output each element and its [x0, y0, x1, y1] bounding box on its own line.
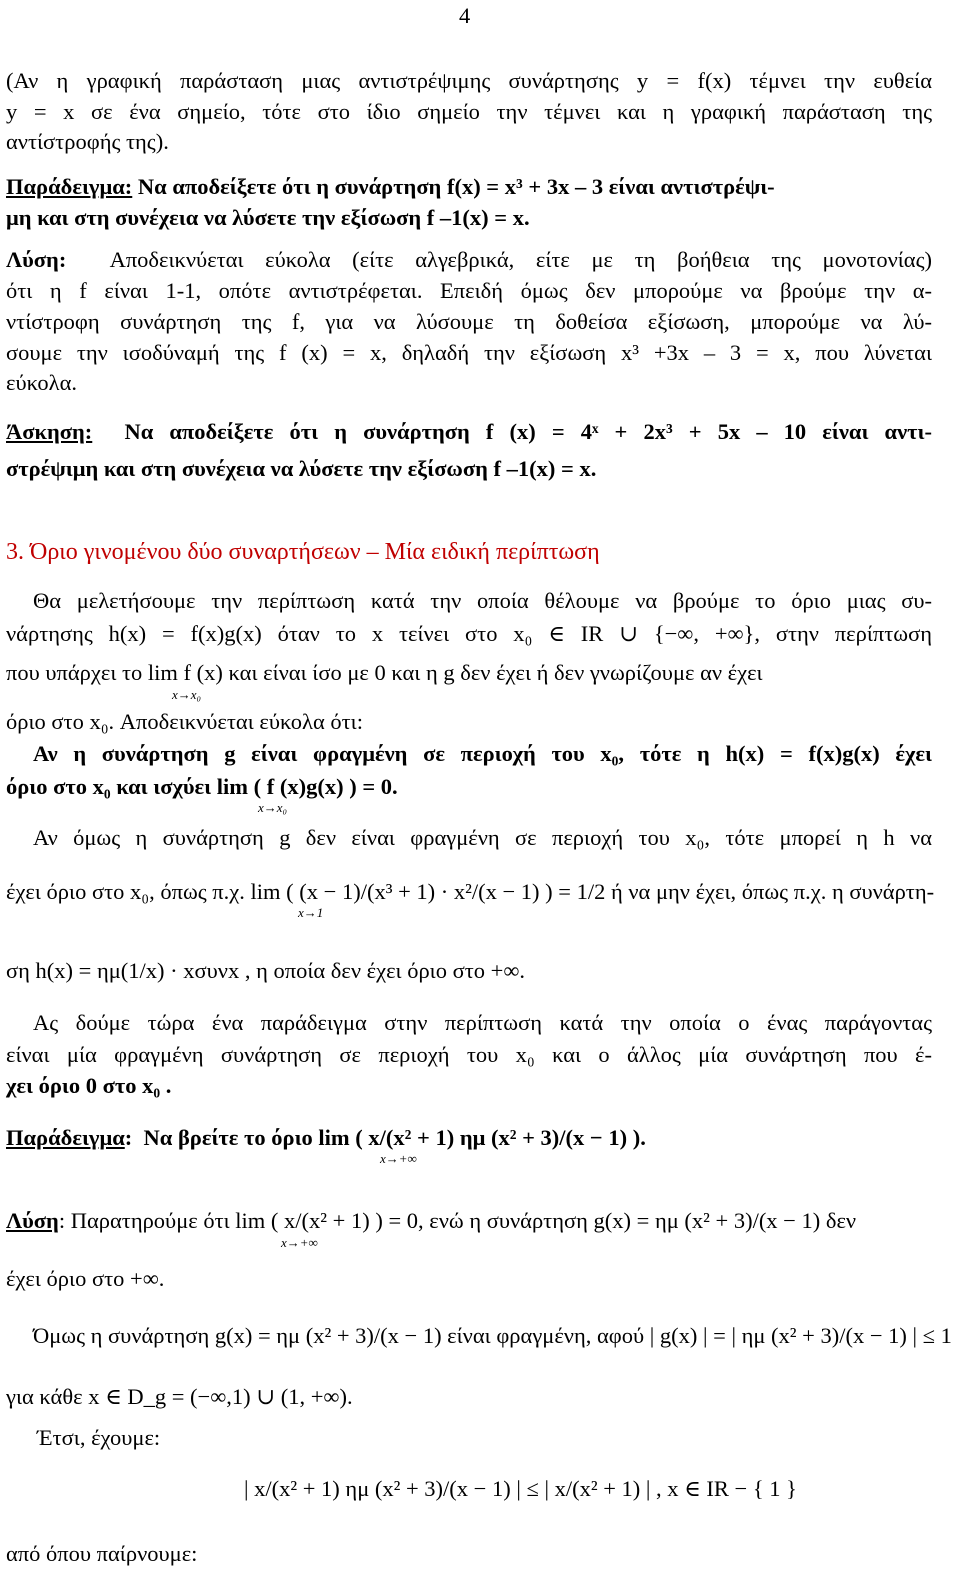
page-number: 4	[459, 3, 471, 28]
inequality-line: | x/(x² + 1) ημ (x² + 3)/(x − 1) | ≤ | x/(x² + 1) | , x ∈ IR − { 1 }	[244, 1476, 797, 1501]
solution-2-line-4: για κάθε x ∈ D_g = (−∞,1) ∪ (1, +∞).	[6, 1384, 353, 1409]
body-p3-line-1: Ας δούμε τώρα ένα παράδειγμα στην περίπτωση κατά την οποία ο ένας παράγοντας	[33, 1010, 932, 1035]
body-p2-line-3: ση h(x) = ημ(1/x) · xσυνx , η οποία δεν έχει όριο στο +∞.	[6, 958, 526, 983]
lim-subscript-xo: x→x₀	[172, 687, 202, 702]
solution-2-line-3: Όμως η συνάρτηση g(x) = ημ (x² + 3)/(x − 1) είναι φραγμένη, αφού | g(x) | = | ημ (x² + 3)/(x − 1) | ≤ 1	[33, 1323, 952, 1348]
section-title: 3. Όριο γινομένου δύο συναρτήσεων – Μία ειδική περίπτωση	[6, 539, 600, 565]
body-p1-line-1: Θα μελετήσουμε την περίπτωση κατά την οποία θέλουμε να βρούμε το όριο μιας συ-	[33, 588, 932, 613]
exercise-text-1: Να αποδείξετε ότι η συνάρτηση f (x) = 4ˣ + 2x³ + 5x – 10 είναι αντι-	[124, 419, 932, 444]
theorem-line-2: όριο στο x₀ και ισχύει lim ( f (x)g(x) ) = 0.	[6, 774, 398, 799]
intro-line-3: αντίστροφής της).	[6, 129, 169, 154]
example-1-line-2: μη και στη συνέχεια να λύσετε την εξίσωση f –1(x) = x.	[6, 205, 530, 230]
body-p1-line-4: όριο στο x₀. Αποδεικνύεται εύκολα ότι:	[6, 709, 363, 734]
example-1-statement: Να αποδείξετε ότι η συνάρτηση f(x) = x³ + 3x – 3 είναι αντιστρέψι-	[137, 174, 775, 199]
lim-subscript-inf-2: x→+∞	[281, 1235, 318, 1250]
body-p3-line-2: είναι μία φραγμένη συνάρτηση σε περιοχή του x₀ και ο άλλος μία συνάρτηση που έ-	[6, 1042, 932, 1067]
body-p2-line-2: έχει όριο στο x₀, όπως π.χ. lim ( (x − 1)/(x³ + 1) · x²/(x − 1) ) = 1/2 ή να μην έχει, όπως π.χ. η συνάρτη-	[6, 879, 935, 904]
intro-line-2: y = x σε ένα σημείο, τότε στο ίδιο σημείο την τέμνει και η γραφική παράσταση της	[6, 99, 932, 124]
solution-2-label: Λύση	[6, 1208, 59, 1233]
solution-1-text-1: Αποδεικνύεται εύκολα (είτε αλγεβρικά, είτε με τη βοήθεια της μονοτονίας)	[109, 247, 932, 272]
exercise-line-2: στρέψιμη και στη συνέχεια να λύσετε την εξίσωση f –1(x) = x.	[6, 456, 597, 481]
solution-2-line-7: από όπου παίρνουμε:	[6, 1541, 198, 1566]
exercise-label: Άσκηση:	[6, 419, 93, 444]
example-2-text: Να βρείτε το όριο lim ( x/(x² + 1) ημ (x² + 3)/(x − 1) ).	[143, 1125, 646, 1150]
solution-2-line-2: έχει όριο στο +∞.	[6, 1266, 165, 1291]
solution-1-line-1	[6, 249, 932, 272]
solution-2-text-1: Παρατηρούμε ότι lim ( x/(x² + 1) ) = 0, ενώ η συνάρτηση g(x) = ημ (x² + 3)/(x − 1) δεν	[70, 1208, 857, 1233]
lim-subscript-1: x→1	[298, 905, 324, 920]
solution-label: Λύση:	[6, 247, 67, 272]
body-p3-line-3: χει όριο 0 στο x₀ .	[6, 1073, 172, 1098]
body-p1-line-2: νάρτησης h(x) = f(x)g(x) όταν το x τείνει στο x₀ ∈ IR ∪ {−∞, +∞}, στην περίπτωση	[6, 621, 932, 646]
solution-1-line-3: ντίστροφη συνάρτηση της f, για να λύσουμε τη δοθείσα εξίσωση, μπορούμε να λύ-	[6, 309, 932, 334]
example-2-label: Παράδειγμα	[6, 1125, 125, 1150]
theorem-line-1: Αν η συνάρτηση g είναι φραγμένη σε περιοχή του x₀, τότε η h(x) = f(x)g(x) έχει	[33, 741, 932, 766]
body-p2-line-1: Αν όμως η συνάρτηση g δεν είναι φραγμένη σε περιοχή του x₀, τότε μπορεί η h να	[33, 825, 932, 850]
solution-1-line-5: εύκολα.	[6, 370, 78, 395]
solution-1-line-4: σουμε την ισοδύναμή της f (x) = x, δηλαδή την εξίσωση x³ +3x – 3 = x, που λύνεται	[6, 340, 932, 365]
exercise-line-1	[6, 421, 932, 444]
example-label: Παράδειγμα:	[6, 174, 133, 199]
solution-2-line-5: Έτσι, έχουμε:	[37, 1425, 161, 1450]
body-p1-line-3: που υπάρχει το lim f (x) και είναι ίσο με 0 και η g δεν έχει ή δεν γνωρίζουμε αν έχει	[6, 660, 763, 685]
solution-2-line-1: Λύση: Παρατηρούμε ότι lim ( x/(x² + 1) ) = 0, ενώ η συνάρτηση g(x) = ημ (x² + 3)/(x − 1) δεν	[6, 1208, 857, 1233]
intro-line-1: (Αν η γραφική παράσταση μιας αντιστρέψιμης συνάρτησης y = f(x) τέμνει την ευθεία	[6, 68, 932, 93]
solution-1-line-2: ότι η f είναι 1-1, οπότε αντιστρέφεται. Επειδή όμως δεν μπορούμε να βρούμε την α-	[6, 278, 932, 303]
example-2-line: Παράδειγμα: Να βρείτε το όριο lim ( x/(x² + 1) ημ (x² + 3)/(x − 1) ).	[6, 1125, 646, 1150]
example-1-line-1	[6, 176, 775, 199]
lim-subscript-inf: x→+∞	[380, 1151, 417, 1166]
lim-subscript-xo-2: x→x₀	[258, 800, 288, 815]
